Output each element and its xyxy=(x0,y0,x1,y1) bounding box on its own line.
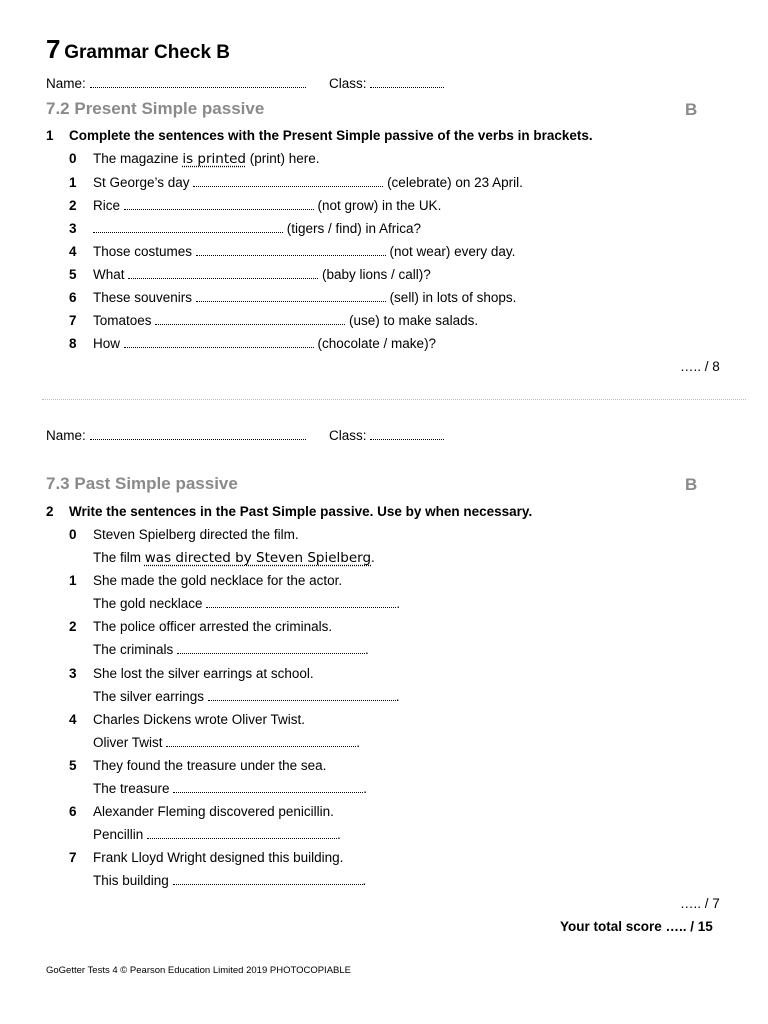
exercise-2-active-sentence xyxy=(69,666,314,681)
item-text-after: (tigers / find) in Africa? xyxy=(283,221,422,236)
item-text-after: (not wear) every day. xyxy=(385,244,516,259)
active-sentence-text: Charles Dickens wrote Oliver Twist. xyxy=(93,712,306,727)
item-text-after: (sell) in lots of shops. xyxy=(385,290,517,305)
passive-end-text: . xyxy=(365,642,369,657)
item-text-after: (not grow) in the UK. xyxy=(313,198,442,213)
score-section-1: ….. / 8 xyxy=(680,359,720,374)
exercise-2-instruction xyxy=(46,504,532,519)
cut-line-divider xyxy=(42,399,746,400)
answer-gap[interactable] xyxy=(173,874,363,885)
score-section-2: ….. / 7 xyxy=(680,896,720,911)
exercise-2-passive-line xyxy=(93,596,400,611)
example-answer: is printed xyxy=(182,151,246,167)
item-number: 4 xyxy=(69,712,77,727)
answer-gap[interactable] xyxy=(208,690,396,701)
name-line[interactable] xyxy=(90,429,306,440)
passive-start-text: The treasure xyxy=(93,781,174,796)
passive-end-text: . xyxy=(363,781,368,796)
answer-gap[interactable] xyxy=(124,199,314,210)
exercise-1-instruction xyxy=(46,128,593,143)
item-number: 0 xyxy=(69,527,77,542)
name-label: Name: xyxy=(46,428,86,443)
answer-gap[interactable] xyxy=(177,643,365,654)
exercise-2-passive-line xyxy=(93,873,366,888)
passive-start-text: The film xyxy=(93,550,145,565)
answer-gap[interactable] xyxy=(128,268,318,279)
exercise-2-passive-line xyxy=(93,642,369,657)
item-text-before: These souvenirs xyxy=(93,290,196,305)
exercise-number: 1 xyxy=(46,128,54,143)
instruction-text: Complete the sentences with the Present Simple passive of the verbs in brackets. xyxy=(69,128,593,143)
exercise-2-active-sentence xyxy=(69,619,332,634)
item-text-after: (use) to make salads. xyxy=(345,313,479,328)
item-number: 8 xyxy=(69,336,77,351)
name-field-1[interactable] xyxy=(46,76,306,91)
exercise-1-item xyxy=(69,198,441,213)
passive-end-text: . xyxy=(371,550,375,565)
exercise-1-item xyxy=(69,290,516,305)
item-number: 7 xyxy=(69,313,77,328)
active-sentence-text: They found the treasure under the sea. xyxy=(93,758,327,773)
active-sentence-text: Frank Lloyd Wright designed this building. xyxy=(93,850,344,865)
answer-gap[interactable] xyxy=(206,597,396,608)
item-number: 0 xyxy=(69,151,77,166)
title-text: Grammar Check B xyxy=(64,42,231,63)
passive-end-text: . xyxy=(356,735,361,750)
passive-start-text: The silver earrings xyxy=(93,689,208,704)
passive-start-text: This building xyxy=(93,873,173,888)
exercise-2-passive-line xyxy=(93,689,400,704)
passive-end-text: . xyxy=(395,689,400,704)
title-number: 7 xyxy=(46,34,61,64)
exercise-1-item xyxy=(69,151,320,167)
item-number: 5 xyxy=(69,267,77,282)
exercise-2-active-sentence xyxy=(69,804,334,819)
item-text-before: St George’s day xyxy=(93,175,194,190)
version-badge-1: B xyxy=(685,100,698,119)
item-number: 6 xyxy=(69,290,77,305)
passive-end-text: . xyxy=(337,827,341,842)
item-text-before: What xyxy=(93,267,129,282)
class-field-2[interactable] xyxy=(329,428,444,443)
item-text-after: (celebrate) on 23 April. xyxy=(383,175,523,190)
name-line[interactable] xyxy=(90,77,306,88)
exercise-1-item xyxy=(69,313,478,328)
exercise-2-active-sentence xyxy=(69,712,305,727)
item-number: 2 xyxy=(69,619,77,634)
exercise-number: 2 xyxy=(46,504,54,519)
instruction-text: Write the sentences in the Past Simple passive. Use by when necessary. xyxy=(69,504,533,519)
class-line[interactable] xyxy=(370,77,444,88)
exercise-2-active-sentence xyxy=(69,573,342,588)
item-text-after: (baby lions / call)? xyxy=(318,267,431,282)
exercise-2-passive-line xyxy=(93,735,360,750)
item-text-before: Those costumes xyxy=(93,244,196,259)
answer-gap[interactable] xyxy=(173,782,363,793)
exercise-2-active-sentence xyxy=(69,527,299,542)
item-number: 5 xyxy=(69,758,77,773)
exercise-1-item xyxy=(69,336,436,351)
exercise-1-item xyxy=(69,267,431,282)
item-text-before: Rice xyxy=(93,198,124,213)
exercise-1-item xyxy=(69,244,515,259)
name-field-2[interactable] xyxy=(46,428,306,443)
section-heading-1: 7.2 Present Simple passive xyxy=(46,99,265,118)
class-label: Class: xyxy=(329,76,367,91)
passive-start-text: The gold necklace xyxy=(93,596,207,611)
total-score: Your total score ….. / 15 xyxy=(560,919,713,934)
answer-gap[interactable] xyxy=(193,176,383,187)
version-badge-2: B xyxy=(685,475,698,494)
answer-gap[interactable] xyxy=(196,245,386,256)
exercise-2-passive-line xyxy=(93,781,367,796)
exercise-1-item xyxy=(69,221,421,236)
exercise-2-active-sentence xyxy=(69,758,326,773)
answer-gap[interactable] xyxy=(93,222,283,233)
answer-gap[interactable] xyxy=(147,828,337,839)
passive-start-text: The criminals xyxy=(93,642,178,657)
item-number: 6 xyxy=(69,804,77,819)
item-text-after: (print) here. xyxy=(245,151,320,166)
page-title xyxy=(46,34,230,65)
section-heading-2: 7.3 Past Simple passive xyxy=(46,474,238,493)
item-number: 3 xyxy=(69,221,77,236)
class-label: Class: xyxy=(329,428,367,443)
passive-end-text: . xyxy=(396,596,401,611)
active-sentence-text: The police officer arrested the criminals. xyxy=(93,619,333,634)
active-sentence-text: She made the gold necklace for the actor. xyxy=(93,573,343,588)
active-sentence-text: She lost the silver earrings at school. xyxy=(93,666,314,681)
item-text-before: How xyxy=(93,336,124,351)
class-line[interactable] xyxy=(370,429,444,440)
item-number: 1 xyxy=(69,175,77,190)
answer-gap[interactable] xyxy=(124,337,314,348)
exercise-2-passive-line xyxy=(93,827,341,842)
passive-end-text: . xyxy=(362,873,367,888)
item-number: 3 xyxy=(69,666,77,681)
item-text-before: Tomatoes xyxy=(93,313,156,328)
item-number: 2 xyxy=(69,198,77,213)
item-number: 7 xyxy=(69,850,77,865)
item-number: 1 xyxy=(69,573,77,588)
exercise-2-passive-line xyxy=(93,550,375,566)
item-text-before: The magazine xyxy=(93,151,183,166)
passive-start-text: Pencillin xyxy=(93,827,148,842)
footer-copyright: GoGetter Tests 4 © Pearson Education Limited 2019 PHOTOCOPIABLE xyxy=(46,965,351,976)
passive-start-text: Oliver Twist xyxy=(93,735,167,750)
item-text-after: (chocolate / make)? xyxy=(313,336,437,351)
exercise-1-item xyxy=(69,175,523,190)
active-sentence-text: Steven Spielberg directed the film. xyxy=(93,527,299,542)
exercise-2-active-sentence xyxy=(69,850,343,865)
active-sentence-text: Alexander Fleming discovered penicillin. xyxy=(93,804,334,819)
item-number: 4 xyxy=(69,244,77,259)
class-field-1[interactable] xyxy=(329,76,444,91)
answer-gap[interactable] xyxy=(166,736,356,747)
answer-gap[interactable] xyxy=(155,314,345,325)
answer-gap[interactable] xyxy=(196,291,386,302)
name-label: Name: xyxy=(46,76,86,91)
example-answer: was directed by Steven Spielberg xyxy=(144,550,372,566)
